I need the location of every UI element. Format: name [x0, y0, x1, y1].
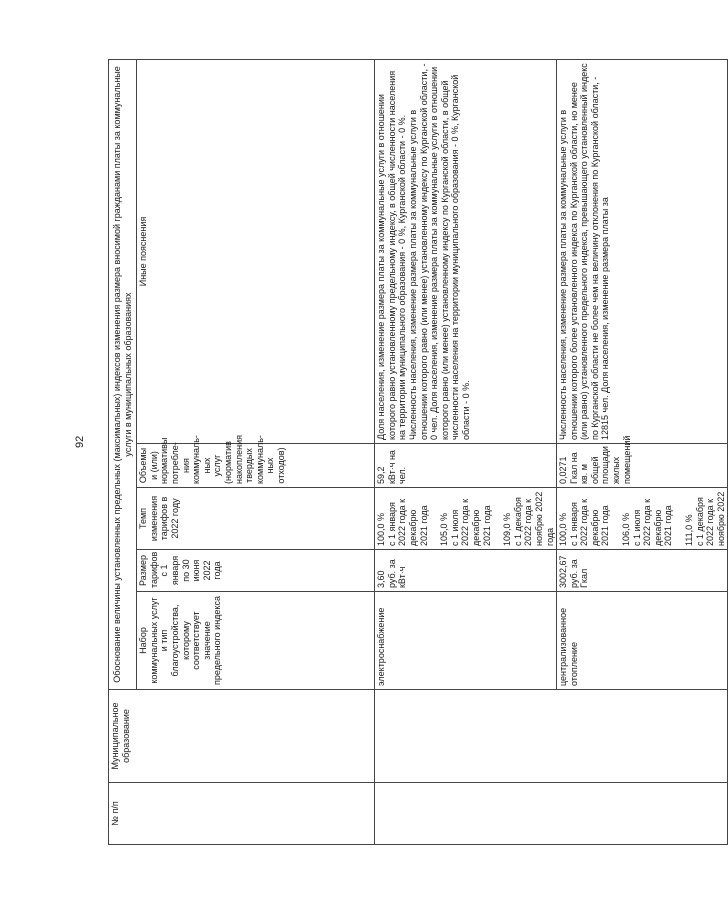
cell-notes: Доля населения, изменение размера платы за коммунальные услуги в отношении которого равно установленному предельному индексу, в общей численности населения на территории муниципального образования - 0 %, Курганской области - 0 %. Численность населения, изменение размера платы за коммунальные услуги в отношении которого равно (или менее) установленному индексу по Курганской области, - 0 чел. Доля населения, изменение размера платы за коммунальные услуги в отношении которого равно (или менее) установленному индексу по Курганской области, в общей численности населения на территории муниципального образования - 0 %, Курганской области - 0 %.	[375, 60, 557, 444]
header-municipality: Муниципальное образование	[109, 690, 375, 783]
cell-service: централизованное отопление	[557, 592, 728, 690]
cell-service: электроснабжение	[375, 592, 557, 690]
header-growth: Темп изменения тарифов в 2022 году	[137, 488, 375, 550]
header-volumes: Объемы и (или) нормативы потребле-ния коммуналь-ных услуг (норматив накопления твердых коммуналь-ных отходов)	[137, 444, 375, 488]
cell-tariff: 3002,67 руб. за Гкал	[557, 550, 728, 592]
header-number: № п/п	[109, 783, 375, 845]
cell-volume: 59,2 кВт·ч на чел.	[375, 444, 557, 488]
cell-growth: 100,0 % с 1 января 2022 года к декабрю 2021 года 106,0 % с 1 июля 2022 года к декабрю 2021 года 111,0 % с 1 декабря 2022 года к ноябрю 2022	[557, 488, 728, 550]
cell-tariff: 3,60 руб. за кВт·ч	[375, 550, 557, 592]
tariff-justification-table	[108, 59, 728, 845]
header-tariff: Размер тарифов с 1 января по 30 июня 2022 года	[137, 550, 375, 592]
cell-volume: 0,0271 Гкал на кв. м общей площади жилых помещений	[557, 444, 728, 488]
header-notes: Иные пояснения	[137, 60, 375, 444]
header-main: Обоснование величины установленных предельных (максимальных) индексов изменения размера вносимой гражданами платы за коммунальные услуги в муниципальных образованиях	[109, 60, 137, 690]
cell-growth: 100,0 % с 1 января 2022 года к декабрю 2021 года 105,0 % с 1 июля 2022 года к декабрю 2021 года 109,0 % с 1 декабря 2022 года к ноябрю 2022 года	[375, 488, 557, 550]
rotated-table-container	[108, 60, 726, 845]
page-number: 92	[74, 435, 86, 448]
header-service-set: Набор коммунальных услуг и тип благоустройства, которому соответствует значение предельного индекса	[137, 592, 375, 690]
table-row	[375, 60, 557, 845]
cell-number	[375, 783, 728, 845]
cell-notes: Численность населения, изменение размера платы за коммунальные услуги в отношении которого более установленного индекса по Курганской области, но менее (или равно) установленного предельного индекса, превышающего установленный индекс по Курганской области не более чем на величину отклонения по Курганской области, - 12815 чел. Доля населения, изменение размера платы за	[557, 60, 728, 444]
cell-municipality	[375, 690, 728, 783]
